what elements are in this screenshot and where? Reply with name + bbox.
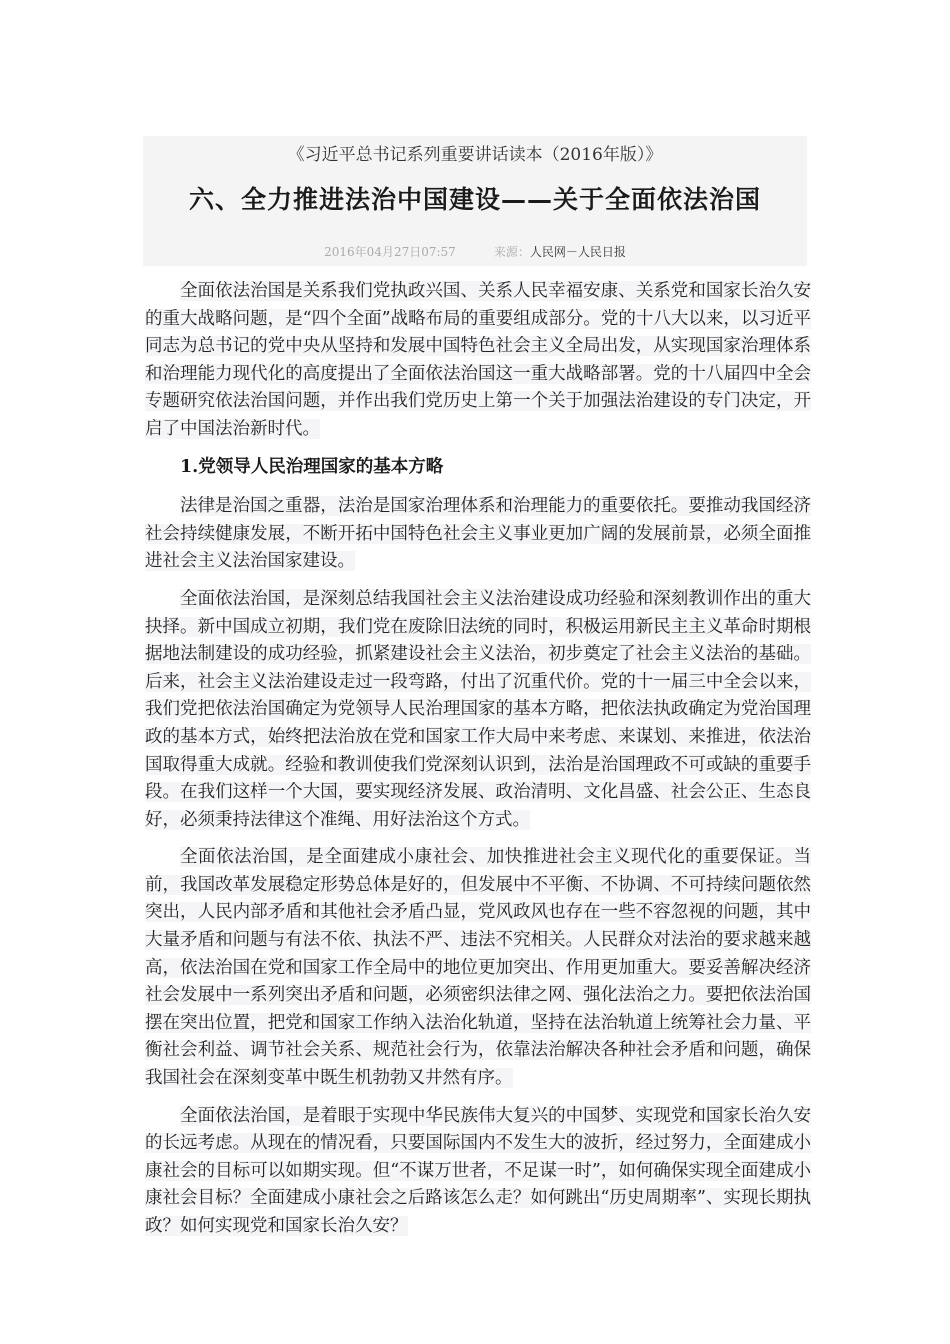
source-link[interactable]: 人民网－人民日报 xyxy=(529,245,626,259)
paragraph xyxy=(145,1103,811,1241)
paragraph-text: 全面依法治国是关系我们党执政兴国、关系人民幸福安康、关系党和国家长治久安的重大战略问题，是“四个全面”战略布局的重要组成部分。党的十八大以来，以习近平同志为总书记的党中央从坚持和发展中国特色社会主义全局出发，从实现国家治理体系和治理能力现代化的高度提出了全面依法治国这一重大战略部署。党的十八届四中全会专题研究依法治国问题，并作出我们党历史上第一个关于加强法治建设的专门决定，开启了中国法治新时代。 xyxy=(145,281,811,439)
book-title: 《习近平总书记系列重要讲话读本（2016年版）》 xyxy=(287,145,663,165)
article-meta xyxy=(143,243,807,261)
paragraph xyxy=(145,493,811,576)
source-label: 来源： xyxy=(493,245,530,259)
article-title: 六、全力推进法治中国建设——关于全面依法治国 xyxy=(188,185,761,214)
publish-date: 2016年04月27日07:57 xyxy=(324,245,456,259)
paragraph-text: 全面依法治国，是深刻总结我国社会主义法治建设成功经验和深刻教训作出的重大抉择。新中国成立初期，我们党在废除旧法统的同时，积极运用新民主主义革命时期根据地法制建设的成功经验，抓紧建设社会主义法治，初步奠定了社会主义法治的基础。后来，社会主义法治建设走过一段弯路，付出了沉重代价。党的十一届三中全会以来，我们党把依法治国确定为党领导人民治理国家的基本方略，把依法执政确定为党治国理政的基本方式，始终把法治放在党和国家工作大局中来考虑、来谋划、来推进，依法治国取得重大成就。经验和教训使我们党深刻认识到，法治是治国理政不可或缺的重要手段。在我们这样一个大国，要实现经济发展、政治清明、文化昌盛、社会公正、生态良好，必须秉持法律这个准绳、用好法治这个方式。 xyxy=(145,588,811,830)
paragraph xyxy=(145,586,811,834)
article-body xyxy=(145,278,811,1251)
paragraph-text: 全面依法治国，是全面建成小康社会、加快推进社会主义现代化的重要保证。当前，我国改革发展稳定形势总体是好的，但发展中不平衡、不协调、不可持续问题依然突出，人民内部矛盾和其他社会矛盾凸显，党风政风也存在一些不容忽视的问题，其中大量矛盾和问题与有法不依、执法不严、违法不究相关。人民群众对法治的要求越来越高，依法治国在党和国家工作全局中的地位更加突出、作用更加重大。要妥善解决经济社会发展中一系列突出矛盾和问题，必须密织法律之网、强化法治之力。要把依法治国摆在突出位置，把党和国家工作纳入法治化轨道，坚持在法治轨道上统筹社会力量、平衡社会利益、调节社会关系、规范社会行为，依靠法治解决各种社会矛盾和问题，确保我国社会在深刻变革中既生机勃勃又井然有序。 xyxy=(145,847,811,1089)
paragraph xyxy=(145,844,811,1092)
paragraph xyxy=(145,278,811,444)
paragraph-text: 法律是治国之重器，法治是国家治理体系和治理能力的重要依托。要推动我国经济社会持续健康发展，不断开拓中国特色社会主义事业更加广阔的发展前景，必须全面推进社会主义法治国家建设。 xyxy=(145,496,811,572)
paragraph-text: 全面依法治国，是着眼于实现中华民族伟大复兴的中国梦、实现党和国家长治久安的长远考虑。从现在的情况看，只要国际国内不发生大的波折，经过努力，全面建成小康社会的目标可以如期实现。但“不谋万世者，不足谋一时”，如何确保实现全面建成小康社会目标？全面建成小康社会之后路该怎么走？如何跳出“历史周期率”、实现长期执政？如何实现党和国家长治久安？ xyxy=(145,1105,811,1236)
section-heading: 1.党领导人民治理国家的基本方略 xyxy=(180,456,444,477)
article-header xyxy=(143,136,807,266)
